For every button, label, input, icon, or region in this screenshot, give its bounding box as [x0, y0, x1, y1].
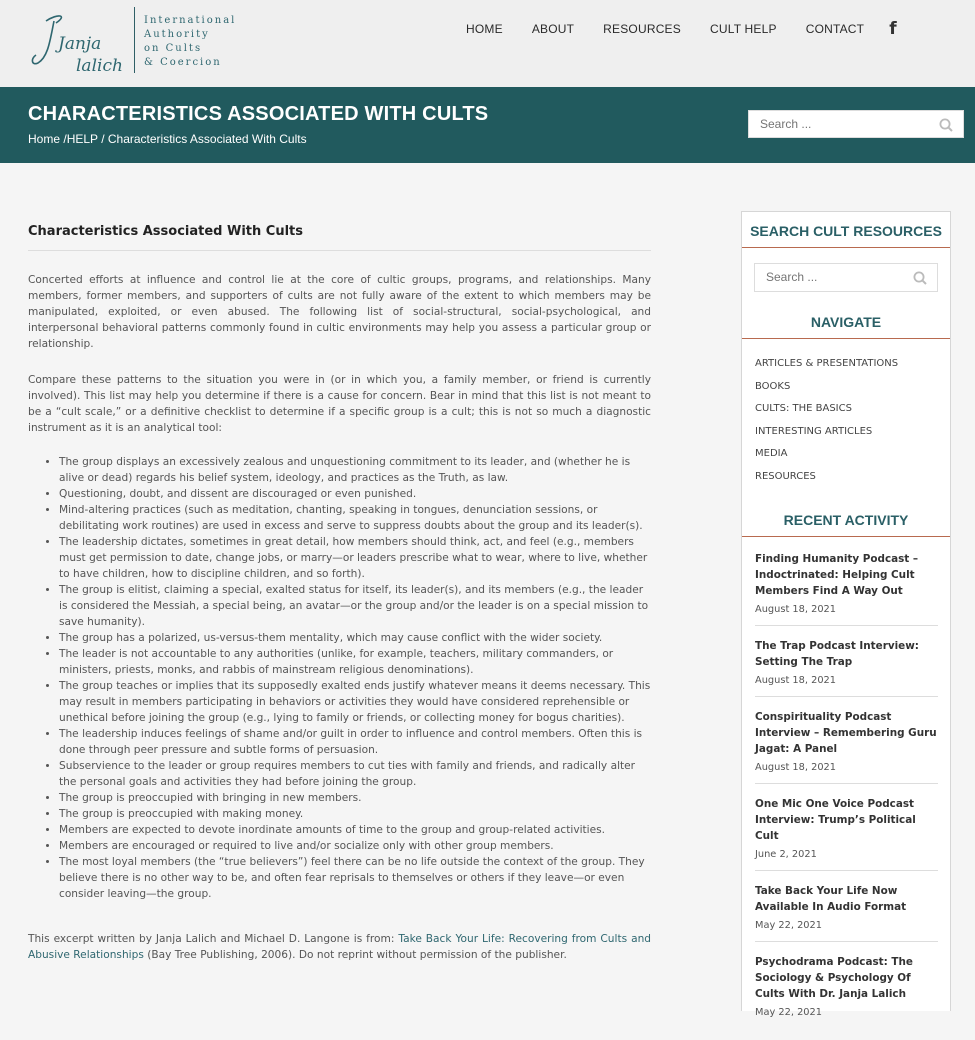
- logo-wordmark: [144, 14, 236, 70]
- header-search-box: [748, 110, 964, 138]
- list-item: [755, 638, 938, 697]
- logo-line: International: [144, 15, 237, 26]
- logo-line: Authority: [144, 29, 210, 40]
- activity-date: May 22, 2021: [755, 920, 822, 931]
- list-item: • Mind-altering practices (such as meditation, chanting, speaking in tongues, denunciation sessions, or debilitating work routines) are used in excess and serve to suppress doubts about the group and its leader(s).: [59, 502, 651, 534]
- list-item: [755, 883, 938, 942]
- logo-script-last: lalich: [76, 56, 123, 76]
- main-nav: [466, 20, 897, 38]
- list-item: • The most loyal members (the “true believers”) feel there can be no life outside the context of the group. They believe there is no other way to be, and often fear reprisals to themselves or others if they leave—or even consider leaving—the group.: [59, 854, 651, 902]
- list-item: [755, 551, 938, 626]
- list-item: • Members are expected to devote inordinate amounts of time to the group and group-related activities.: [59, 822, 651, 838]
- list-item: [755, 796, 938, 871]
- list-item: • The group is preoccupied with bringing in new members.: [59, 790, 651, 806]
- logo-divider: [134, 7, 135, 73]
- activity-date: August 18, 2021: [755, 762, 837, 773]
- list-item: • The group is elitist, claiming a special, exalted status for itself, its leader(s), and its members (e.g., the leader is considered the Messiah, a special being, an avatar—or the group and/or the leader is on a special mission to save humanity).: [59, 582, 651, 630]
- sidebar-item-resources[interactable]: RESOURCES: [755, 470, 816, 482]
- facebook-icon[interactable]: f: [889, 19, 897, 39]
- breadcrumb-help[interactable]: HELP: [66, 132, 98, 146]
- breadcrumb-home[interactable]: Home: [28, 132, 61, 146]
- sidebar-search-box: [754, 263, 938, 292]
- sidebar-nav: [755, 353, 898, 489]
- sidebar-item-books[interactable]: BOOKS: [755, 380, 791, 392]
- list-item: • The group teaches or implies that its supposedly exalted ends justify whatever means it deems necessary. This may result in members participating in behaviors or activities they would have considered reprehensible or unethical before joining the group (e.g., lying to family or friends, or collecting money for bogus charities).: [59, 678, 651, 726]
- activity-title-link[interactable]: Conspirituality Podcast Interview – Remembering Guru Jagat: A Panel: [755, 711, 937, 755]
- list-item: [755, 954, 938, 1028]
- compare-paragraph: Compare these patterns to the situation you were in (or in which you, a family member, or friend is currently involved). This list may help you determine if there is a cause for concern. Bear in mind that this list is not meant to be a “cult scale,” or a definitive checklist to determine if a specific group is a cult; this is not so much a diagnostic instrument as it is an analytical tool:: [28, 374, 651, 434]
- nav-cult-help[interactable]: CULT HELP: [709, 22, 777, 36]
- article: [28, 212, 651, 963]
- recent-activity-heading: RECENT ACTIVITY: [742, 512, 950, 537]
- activity-title-link[interactable]: One Mic One Voice Podcast Interview: Trump’s Political Cult: [755, 798, 916, 842]
- logo-script-first: Janja: [58, 34, 102, 54]
- credit-paragraph: [28, 931, 651, 963]
- search-resources-heading: SEARCH CULT RESOURCES: [742, 223, 950, 248]
- list-item: • Questioning, doubt, and dissent are discouraged or even punished.: [59, 486, 651, 502]
- breadcrumb-separator: /: [63, 132, 67, 146]
- book-link[interactable]: Take Back Your Life: Recovering from Cults and Abusive Relationships: [28, 933, 652, 961]
- activity-title-link[interactable]: Psychodrama Podcast: The Sociology & Psychology Of Cults With Dr. Janja Lalich: [755, 956, 913, 1000]
- header-search-input[interactable]: [760, 117, 930, 131]
- navigate-heading: NAVIGATE: [742, 314, 950, 339]
- list-item: • The group is preoccupied with making money.: [59, 806, 651, 822]
- activity-date: August 18, 2021: [755, 675, 837, 686]
- article-title: Characteristics Associated With Cults: [28, 224, 303, 239]
- search-icon[interactable]: [913, 271, 927, 285]
- breadcrumb: [28, 132, 307, 146]
- activity-date: August 18, 2021: [755, 604, 837, 615]
- activity-title-link[interactable]: Finding Humanity Podcast – Indoctrinated: Helping Cult Members Find A Way Out: [755, 553, 919, 597]
- list-item: • The leader is not accountable to any authorities (unlike, for example, teachers, military commanders, or ministers, priests, monks, and rabbis of mainstream religious denominations).: [59, 646, 651, 678]
- sidebar-item-interesting-articles[interactable]: INTERESTING ARTICLES: [755, 425, 873, 437]
- nav-resources[interactable]: RESOURCES: [603, 22, 681, 36]
- sidebar-item-media[interactable]: MEDIA: [755, 448, 788, 460]
- sidebar-search-input[interactable]: [766, 270, 936, 284]
- list-item: • The leadership dictates, sometimes in great detail, how members should think, act, and feel (e.g., members must get permission to date, change jobs, or marry—or leaders prescribe what to wear, where to live, whether to have children, how to discipline children, and so forth).: [59, 534, 651, 582]
- list-item: • Members are encouraged or required to live and/or socialize only with other group members.: [59, 838, 651, 854]
- activity-title-link[interactable]: The Trap Podcast Interview: Setting The Trap: [755, 640, 919, 668]
- logo-line: on Cults: [144, 43, 203, 54]
- page-title: CHARACTERISTICS ASSOCIATED WITH CULTS: [28, 103, 489, 125]
- sidebar-item-articles[interactable]: ARTICLES & PRESENTATIONS: [755, 358, 899, 369]
- list-item: • Subservience to the leader or group requires members to cut ties with family and friends, and radically alter the personal goals and activities they had before joining the group.: [59, 758, 651, 790]
- list-item: • The group has a polarized, us-versus-them mentality, which may cause conflict with the wider society.: [59, 630, 651, 646]
- page-title-band: [0, 87, 975, 163]
- characteristics-list: [59, 454, 651, 902]
- nav-about[interactable]: ABOUT: [531, 22, 575, 36]
- search-icon[interactable]: [939, 118, 953, 132]
- breadcrumb-current: Characteristics Associated With Cults: [107, 132, 307, 146]
- list-item: • The leadership induces feelings of shame and/or guilt in order to influence and control members. Often this is done through peer pressure and subtle forms of persuasion.: [59, 726, 651, 758]
- sidebar-item-cults-basics[interactable]: CULTS: THE BASICS: [755, 403, 852, 415]
- activity-date: June 2, 2021: [755, 849, 817, 860]
- sidebar: [741, 211, 951, 1018]
- activity-date: May 22, 2021: [755, 1007, 822, 1018]
- signature-logo: [28, 11, 132, 75]
- list-item: • The group displays an excessively zealous and unquestioning commitment to its leader, and (whether he is alive or dead) regards his belief system, ideology, and practices as the Truth, as law.: [59, 454, 651, 486]
- logo-line: & Coercion: [144, 57, 222, 68]
- intro-paragraph: Concerted efforts at influence and control lie at the core of cultic groups, programs, and relationships. Many members, former members, and supporters of cults are not fully aware of the extent to which members may be manipulated, exploited, or even abused. The following list of social-structural, social-psychological, and interpersonal behavioral patterns commonly found in cultic environments may help you assess a particular group or relationship.: [28, 274, 651, 350]
- nav-home[interactable]: HOME: [466, 22, 503, 36]
- credit-prefix: This excerpt written by Janja Lalich and Michael D. Langone is from:: [28, 933, 399, 945]
- nav-contact[interactable]: CONTACT: [805, 22, 865, 36]
- activity-title-link[interactable]: Take Back Your Life Now Available In Audio Format: [755, 885, 907, 913]
- recent-activity-list: [755, 551, 938, 1040]
- site-header: [0, 0, 975, 87]
- site-logo[interactable]: [28, 7, 248, 75]
- list-item: [755, 709, 938, 784]
- title-divider: [28, 250, 651, 251]
- breadcrumb-separator: /: [101, 132, 108, 146]
- credit-suffix: (Bay Tree Publishing, 2006). Do not reprint without permission of the publisher.: [143, 949, 567, 961]
